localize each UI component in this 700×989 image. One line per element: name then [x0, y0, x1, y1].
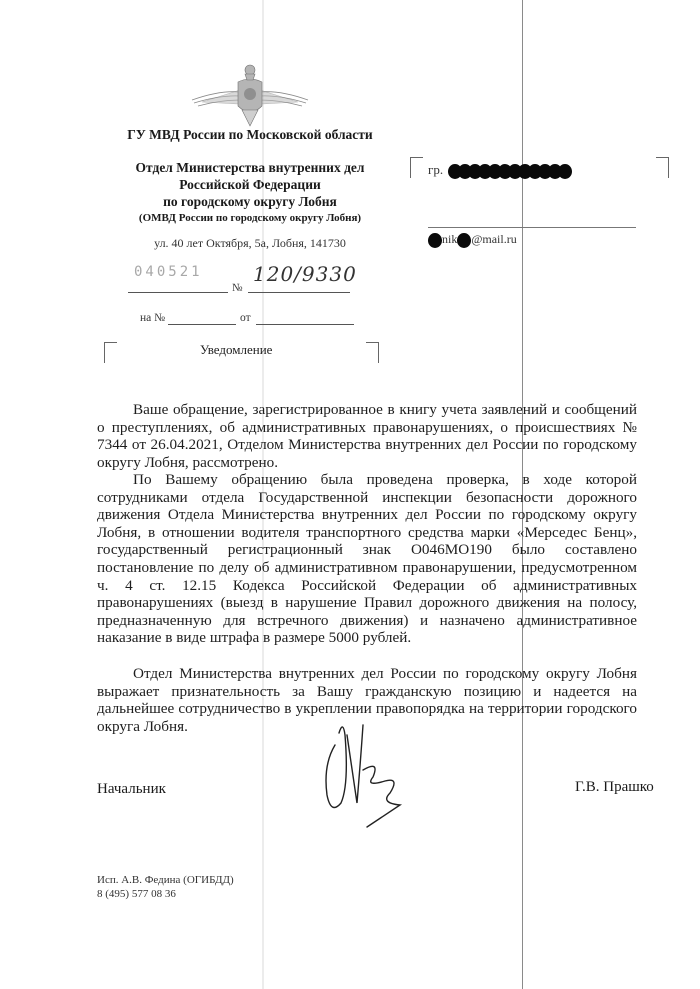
department-line: Отдел Министерства внутренних дел — [135, 160, 365, 175]
department-line: по городскому округу Лобня — [163, 194, 337, 209]
reply-to-label: на № — [140, 312, 166, 324]
number-label: № — [232, 282, 243, 294]
date-underline — [128, 292, 228, 293]
reply-from-label: от — [240, 312, 251, 324]
organization-name: ГУ МВД России по Московской области — [127, 127, 373, 142]
recipient-divider — [428, 227, 636, 228]
body-paragraph: Ваше обращение, зарегистрированное в книгу учета заявлений и сообщений о преступлениях, об административных правонарушениях, о происшествиях № 7344 от 26.04.2021, Отделом Министерства внутренних дел России по городскому округу Лобня, рассмотрено. — [97, 401, 637, 471]
document-type: Уведомление — [200, 342, 273, 357]
department-line: Российской Федерации — [179, 177, 321, 192]
recipient-bracket — [410, 157, 423, 178]
number-underline — [248, 292, 350, 293]
department-address: ул. 40 лет Октября, 5а, Лобня, 141730 — [154, 236, 346, 250]
department-short-name: (ОМВД России по городскому округу Лобня) — [138, 212, 362, 224]
reply-to-underline — [168, 324, 236, 325]
field-bracket — [104, 342, 117, 363]
mvd-emblem-icon — [190, 60, 310, 128]
body-paragraph: По Вашему обращению была проведена проверка, в ходе которой сотрудниками отдела Государственной инспекции безопасности дорожного движения Отдела Министерства внутренних дел России по городскому округу Лобня, в отношении водителя транспортного средства марки «Мерседес Бенц», государственный регистрационный знак О046МО190 было составлено постановление по делу об административном правонарушении, предусмотренном ч. 4 ст. 12.15 Кодекса Российской Федерации об административных правонарушениях (выезд в нарушение Правил дорожного движения на полосу, предназначенную для встречного движения) и назначено административное наказание в виде штрафа в размере 5000 рублей. — [97, 471, 637, 647]
executor-info — [97, 873, 234, 901]
reply-from-underline — [256, 324, 354, 325]
executor-name: Исп. А.В. Федина (ОГИБДД) — [97, 874, 234, 886]
recipient-email: nik @mail.ru — [428, 232, 517, 248]
field-bracket — [366, 342, 379, 363]
signatory-name: Г.В. Прашко — [575, 779, 654, 795]
signatory-title: Начальник — [97, 781, 166, 797]
executor-phone: 8 (495) 577 08 36 — [97, 888, 176, 900]
recipient-prefix: гр. — [428, 162, 444, 177]
recipient-bracket — [656, 157, 669, 178]
handwritten-signature-icon — [305, 715, 445, 835]
date-stamp: 040521 — [134, 264, 203, 280]
recipient-line — [428, 162, 572, 179]
department-block — [100, 159, 400, 227]
handwritten-number: 120/9330 — [253, 262, 357, 286]
recipient-name-redacted — [452, 162, 572, 177]
body-paragraph: Отдел Министерства внутренних дел России по городскому округу Лобня выражает признательность за Вашу гражданскую позицию и надеется на дальнейшее сотрудничество в укреплении правопорядка на территории городского округа Лобня. — [97, 665, 637, 735]
